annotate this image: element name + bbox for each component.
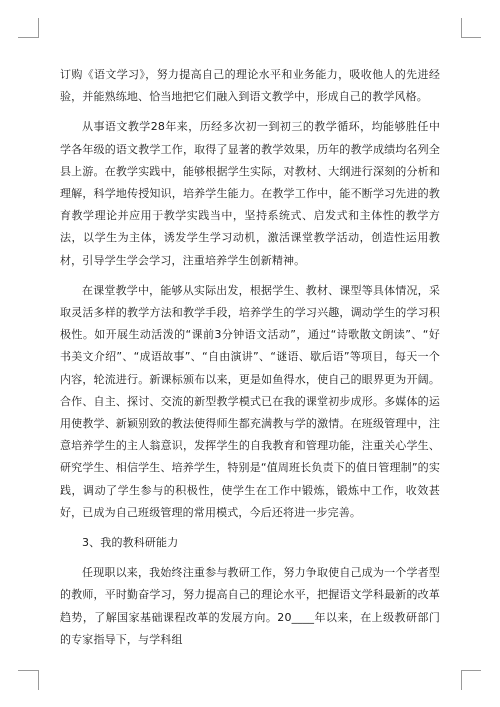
crop-mark-bottom-right-h <box>461 670 481 672</box>
section-heading-research: 3、我的教科研能力 <box>82 536 179 550</box>
crop-mark-bottom-left <box>28 670 39 690</box>
crop-mark-top-right <box>461 18 472 38</box>
crop-mark-top-left-h <box>18 37 38 39</box>
paragraph-research: 任现职以来，我始终注重参与教研工作，努力争取使自己成为一个学者型的教师，平时勤奋学习，努力提高自己的理论水平，把握语文学科最新的改革趋势，了解国家基础课程改革的发展方向。20____年以来，在上级教研部门的专家指导下，与学科组 <box>60 566 440 646</box>
paragraph-continued: 订购《语文学习》，努力提高自己的理论水平和业务能力，吸收他人的先进经验，并能熟练地、恰当地把它们融入到语文教学中，形成自己的教学风格。 <box>60 68 440 104</box>
paragraph-classroom-teaching: 在课堂教学中，能够从实际出发，根据学生、教材、课型等具体情况，采取灵活多样的教学方法和教学手段，培养学生的学习兴趣，调动学生的学习积极性。如开展生动活泼的“课前3分钟语文活动”，通过“诗歌散文朗读”、“好书美文介绍”、“成语故事”、“自由演讲”、“谜语、歇后语”等项目，每天一个内容，轮流进行。新课标颁布以来，更是如鱼得水，使自己的眼界更为开阔。合作、自主、探讨、交流的新型教学模式已在我的课堂初步成形。多媒体的运用使教学、新颖别致的教法使得师生都充满教与学的激情。在班级管理中，注意培养学生的主人翁意识，发挥学生的自我教育和管理功能，注重关心学生、研究学生、相信学生、培养学生，特别是“值周班长负责下的值日管理制”的实践，调动了学生参与的积极性，使学生在工作中锻炼，锻炼中工作，收效甚好，已成为自己班级管理的常用模式，今后还将进一步完善。 <box>60 283 440 519</box>
crop-mark-top-left <box>28 18 39 38</box>
crop-mark-bottom-left-h <box>18 670 38 672</box>
paragraph-teaching-experience: 从事语文教学28年来，历经多次初一到初三的教学循环，均能够胜任中学各年级的语文教学工作，取得了显著的教学效果，历年的教学成绩均名列全县上游。在教学实践中，能够根据学生实际，对教材、大纲进行深刻的分析和理解，科学地传授知识，培养学生能力。在教学工作中，能不断学习先进的教育教学理论并应用于教学实践当中，坚持系统式、启发式和主体性的教学方法，以学生为主体，诱发学生学习动机，激活课堂教学活动，创造性运用教材，引导学生学会学习，注重培养学生创新精神。 <box>60 120 440 267</box>
body-text <box>60 64 440 659</box>
crop-mark-top-right-h <box>461 37 481 39</box>
crop-mark-bottom-right <box>461 670 472 690</box>
